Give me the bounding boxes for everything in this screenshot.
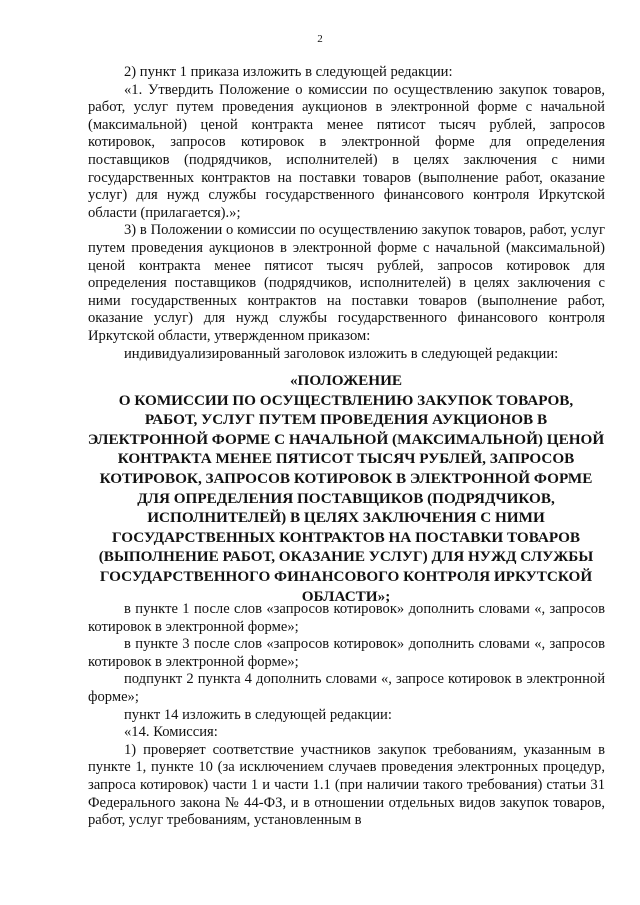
heading-line: ГОСУДАРСТВЕННЫХ КОНТРАКТОВ НА ПОСТАВКИ ТОВАРОВ (111, 528, 581, 546)
paragraph-subpoint-2-amendment: подпункт 2 пункта 4 дополнить словами «, запросе котировок в электронной форме»; (88, 671, 605, 705)
heading-line: КОНТРАКТА МЕНЕЕ ПЯТИСОТ ТЫСЯЧ РУБЛЕЙ, ЗАПРОСОВ (117, 450, 575, 468)
heading-line: ГОСУДАРСТВЕННОГО ФИНАНСОВОГО КОНТРОЛЯ ИРКУТСКОЙ (99, 567, 593, 585)
document-heading (80, 371, 612, 606)
heading-line: «ПОЛОЖЕНИЕ (289, 372, 403, 389)
paragraph-point-14-item-1: 1) проверяет соответствие участников закупок требованиям, указанным в пункте 1, пункте 10 (за исключением случаев проведения электронных процедур, запроса котировок) части 1 и части 1.1 (при наличии такого требования) статьи 31 Федерального закона № 44-ФЗ, и в отношении отдельных видов закупок товаров, работ, услуг требованиям, установленным в (88, 741, 605, 829)
heading-line: ЭЛЕКТРОННОЙ ФОРМЕ С НАЧАЛЬНОЙ (МАКСИМАЛЬНОЙ) ЦЕНОЙ (87, 430, 605, 448)
paragraph-point-14-title: «14. Комиссия: (124, 724, 218, 741)
heading-line: ИСПОЛНИТЕЛЕЙ) В ЦЕЛЯХ ЗАКЛЮЧЕНИЯ С НИМИ (147, 509, 545, 527)
paragraph-point-1-amendment: в пункте 1 после слов «запросов котировок» дополнить словами «, запросов котировок в электронной форме»; (88, 601, 605, 635)
paragraph-item-2: 2) пункт 1 приказа изложить в следующей редакции: (124, 64, 453, 80)
paragraph-item-3: 3) в Положении о комиссии по осуществлению закупок товаров, работ, услуг путем проведения аукционов в электронной форме с начальной (максимальной) ценой контракта менее пятисот тысяч рублей, запросов котировок для определения поставщиков (подрядчиков, исполнителей) в целях заключения с ними государственных контрактов на поставки товаров (выполнение работ, оказание услуг) для нужд службы государственного финансового контроля Иркутской области, утвержденном приказом: (88, 222, 605, 344)
heading-line: ОБЛАСТИ»; (301, 587, 391, 605)
heading-line: ДЛЯ ОПРЕДЕЛЕНИЯ ПОСТАВЩИКОВ (ПОДРЯДЧИКОВ, (137, 489, 555, 507)
page-number: 2 (317, 33, 323, 45)
paragraph-point-14-instruction: пункт 14 изложить в следующей редакции: (124, 706, 392, 723)
paragraph-point-3-amendment: в пункте 3 после слов «запросов котировок» дополнить словами «, запросов котировок в электронной форме»; (88, 636, 605, 670)
heading-line: (ВЫПОЛНЕНИЕ РАБОТ, ОКАЗАНИЕ УСЛУГ) ДЛЯ НУЖД СЛУЖБЫ (98, 548, 594, 566)
heading-line: О КОМИССИИ ПО ОСУЩЕСТВЛЕНИЮ ЗАКУПОК ТОВАРОВ, (118, 391, 574, 409)
heading-line: КОТИРОВОК, ЗАПРОСОВ КОТИРОВОК В ЭЛЕКТРОННОЙ ФОРМЕ (99, 469, 593, 487)
paragraph-heading-instruction: индивидуализированный заголовок изложить в следующей редакции: (124, 345, 559, 362)
paragraph-new-item-1: «1. Утвердить Положение о комиссии по осуществлению закупок товаров, работ, услуг путем проведения аукционов в электронной форме с начальной (максимальной) ценой контракта менее пятисот тысяч рублей, запросов котировок, запросов котировок в электронной форме для определения поставщиков (подрядчиков, исполнителей) в целях заключения с ними государственных контрактов на поставки товаров (выполнение работ, оказание услуг) для нужд службы государственного финансового контроля Иркутской области (прилагается).»; (88, 81, 605, 221)
body-text (88, 601, 605, 830)
intro-text (88, 64, 605, 363)
heading-line: РАБОТ, УСЛУГ ПУТЕМ ПРОВЕДЕНИЯ АУКЦИОНОВ В (144, 411, 548, 429)
